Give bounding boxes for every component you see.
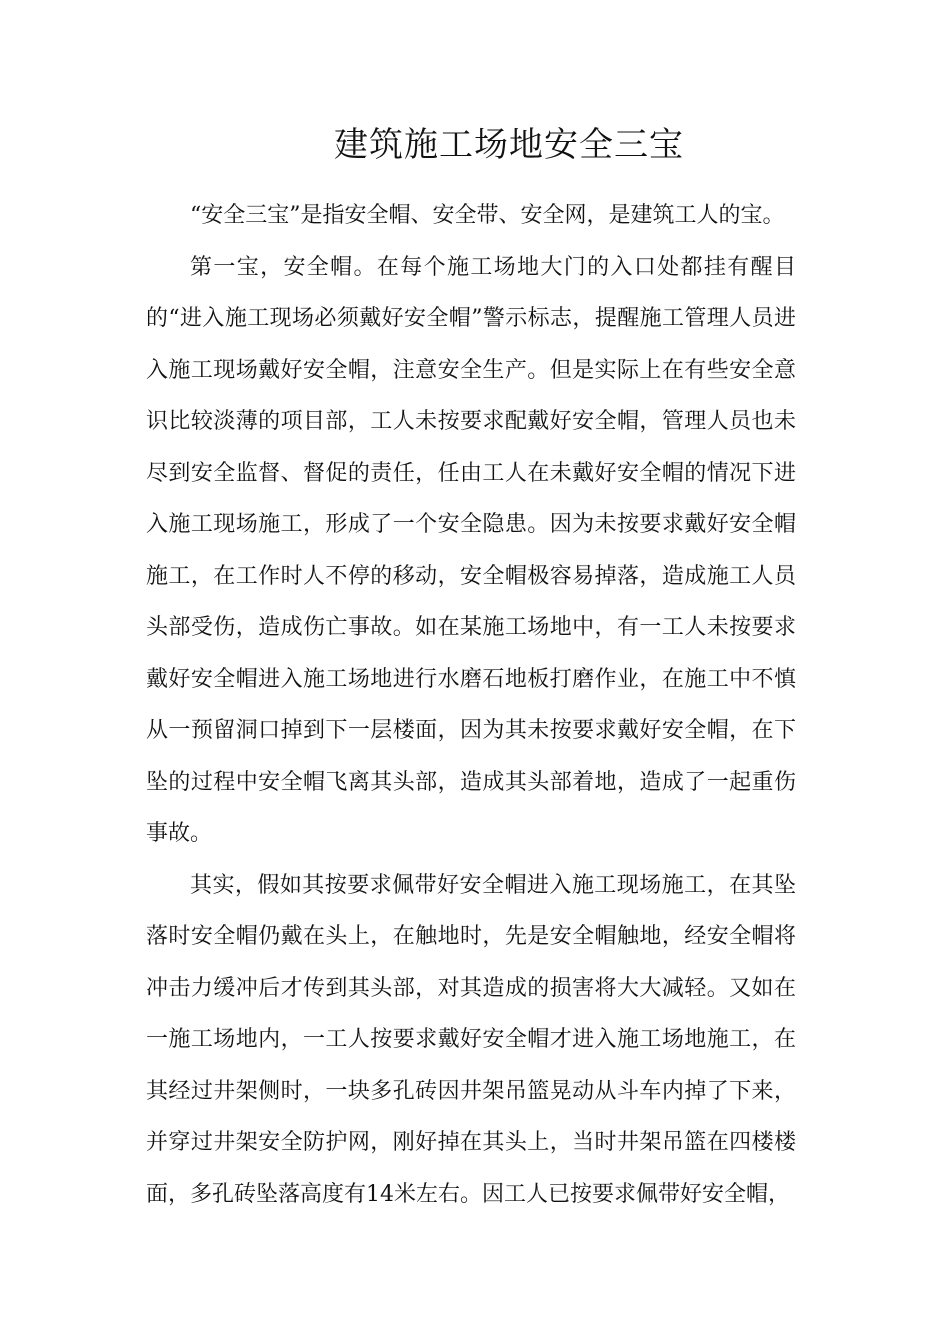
paragraph-helmet: 第一宝，安全帽。在每个施工场地大门的入口处都挂有醒目的“进入施工现场必须戴好安全帽”警示标志，提醒施工管理人员进入施工现场戴好安全帽，注意安全生产。但是实际上在有些安全意识比较淡薄的项目部，工人未按要求配戴好安全帽，管理人员也未尽到安全监督、督促的责任，任由工人在未戴好安全帽的情况下进入施工现场施工，形成了一个安全隐患。因为未按要求戴好安全帽施工，在工作时人不停的移动，安全帽极容易掉落，造成施工人员头部受伤，造成伤亡事故。如在某施工场地中，有一工人未按要求戴好安全帽进入施工场地进行水磨石地板打磨作业，在施工中不慎从一预留洞口掉到下一层楼面，因为其未按要求戴好安全帽，在下坠的过程中安全帽飞离其头部，造成其头部着地，造成了一起重伤事故。 bbox=[146, 254, 796, 846]
paragraph-helmet-example: 其实，假如其按要求佩带好安全帽进入施工现场施工，在其坠落时安全帽仍戴在头上，在触地时，先是安全帽触地，经安全帽将冲击力缓冲后才传到其头部，对其造成的损害将大大减轻。又如在一施工场地内，一工人按要求戴好安全帽才进入施工场地施工，在其经过井架侧时，一块多孔砖因井架吊篮晃动从斗车内掉了下来，并穿过井架安全防护网，刚好掉在其头上，当时井架吊篮在四楼楼面，多孔砖坠落高度有14米左右。因工人已按要求佩带好安全帽， bbox=[146, 872, 796, 1207]
document-body bbox=[146, 190, 796, 1220]
paragraph-intro: “安全三宝”是指安全帽、安全带、安全网，是建筑工人的宝。 bbox=[190, 203, 785, 228]
document-title: 建筑施工场地安全三宝 bbox=[334, 125, 684, 165]
